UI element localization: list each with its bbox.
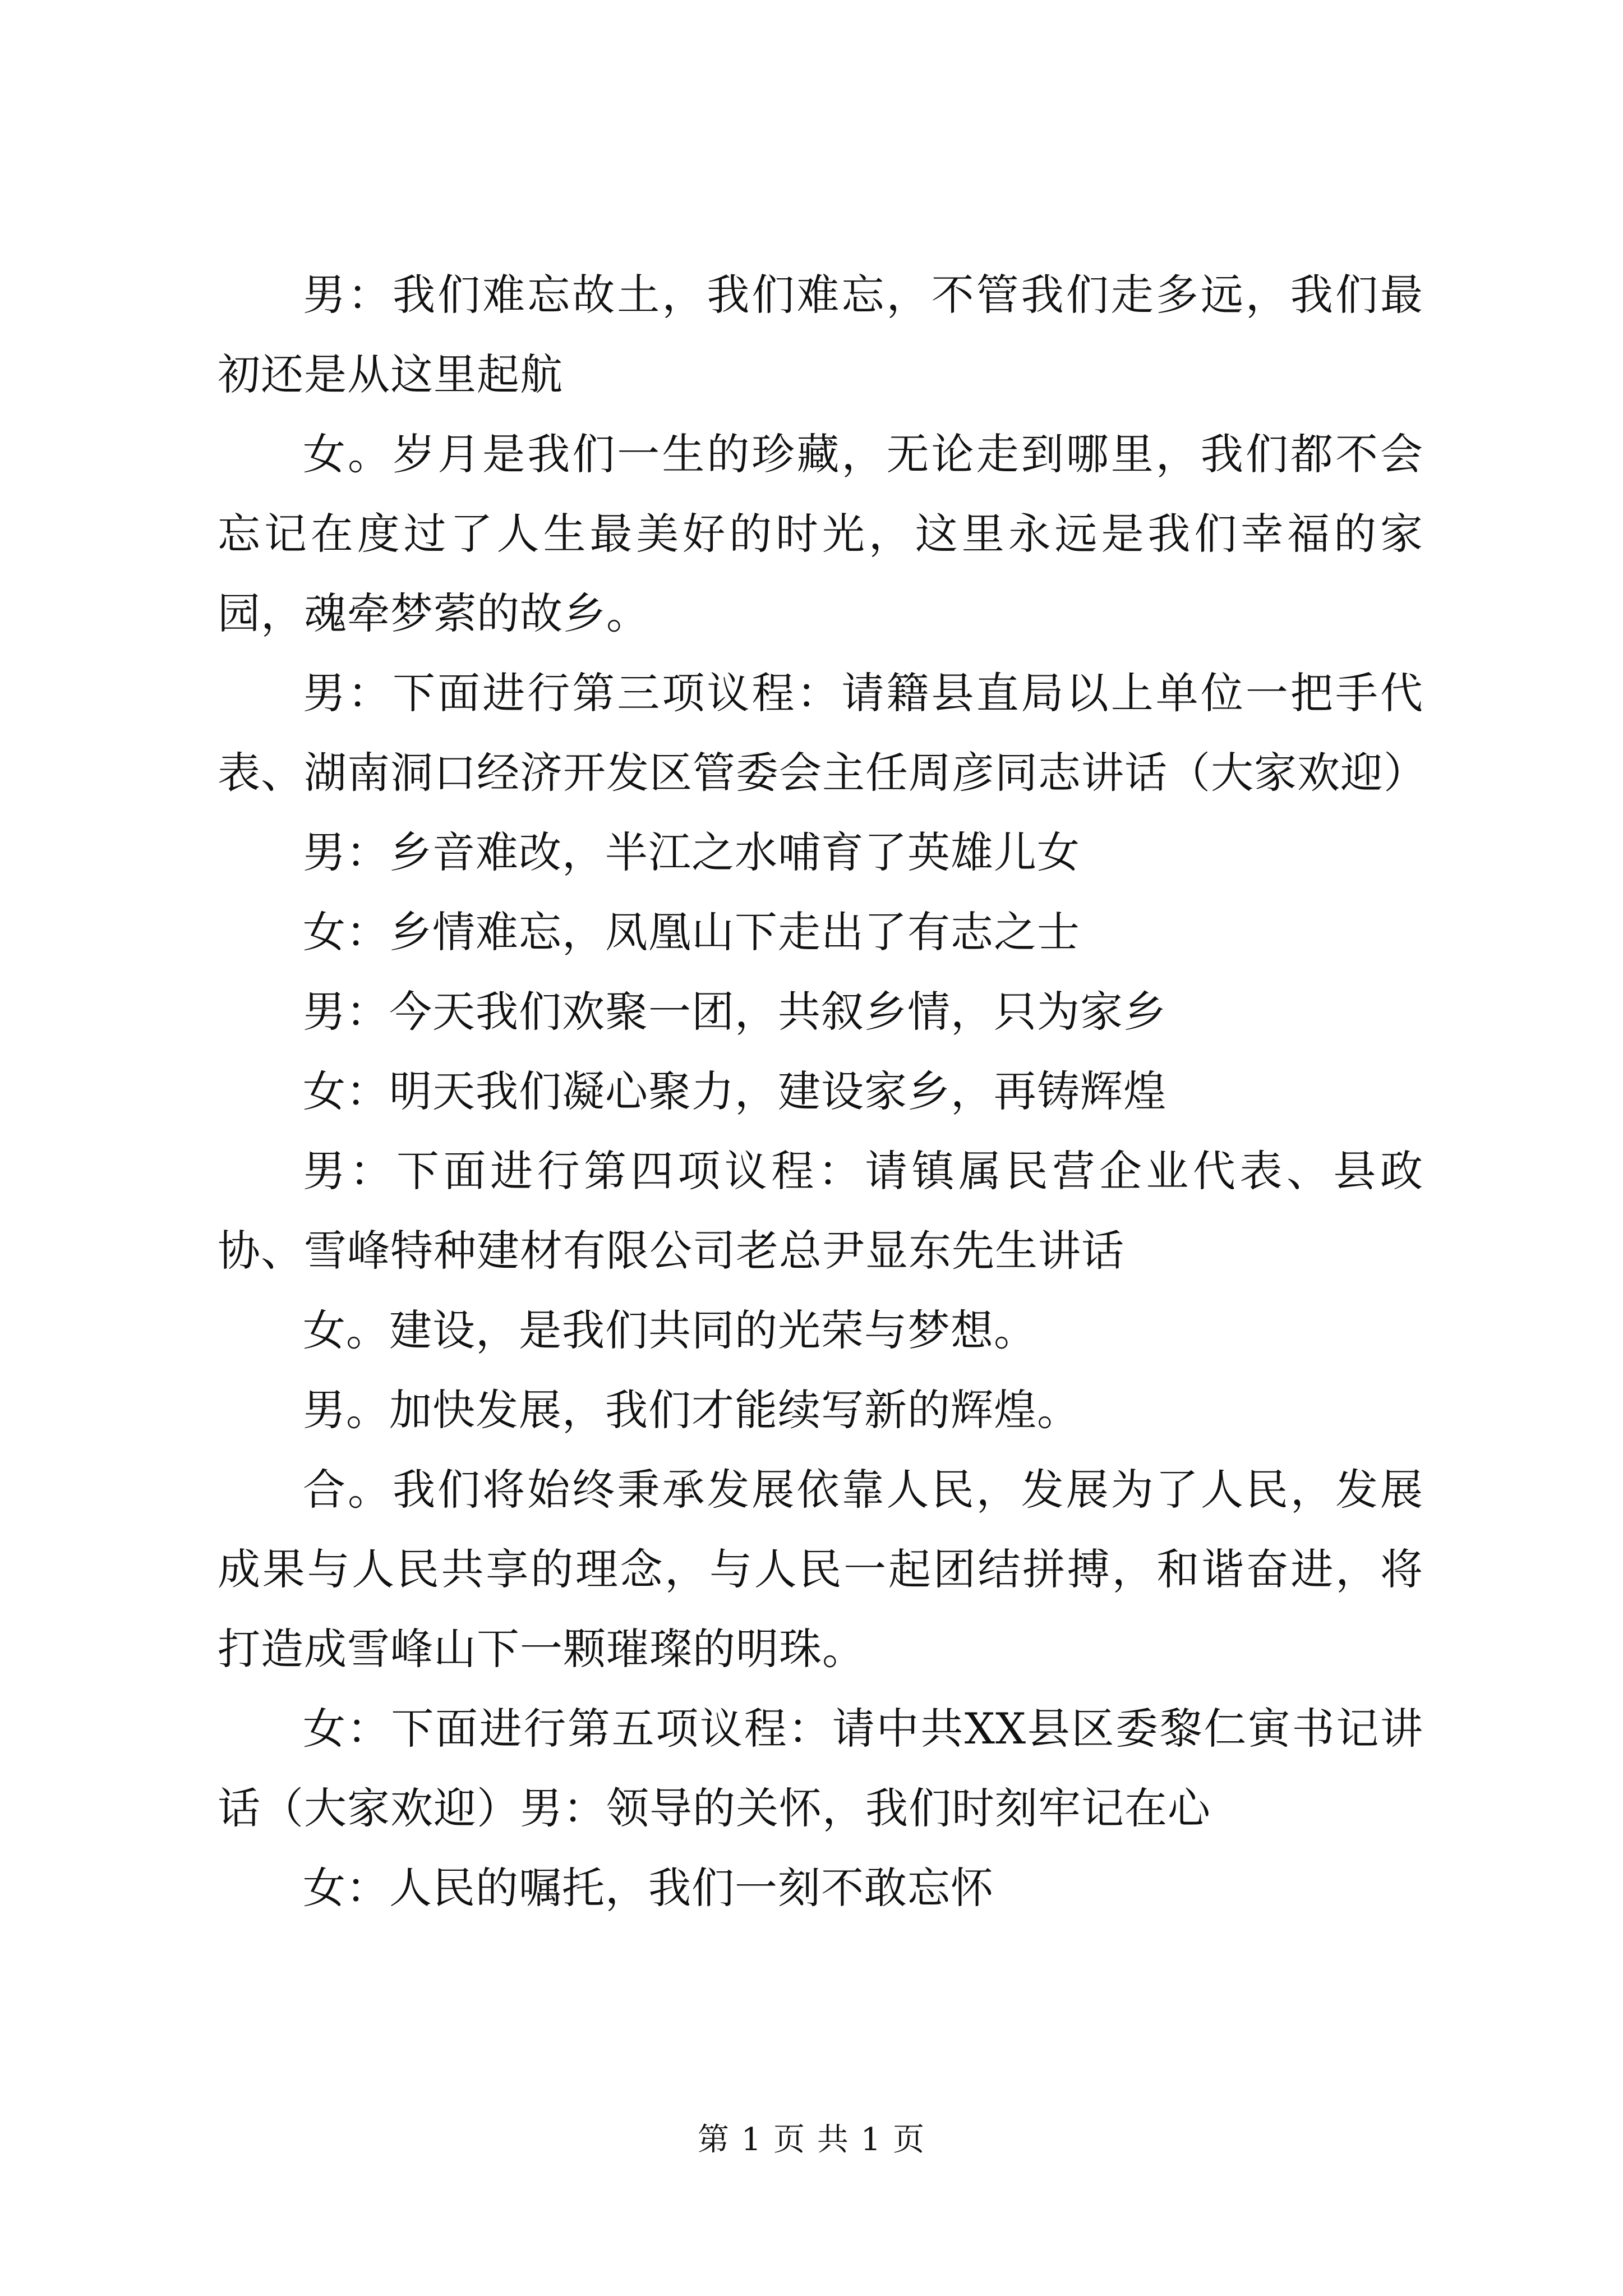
- paragraph-8: 男：下面进行第四项议程：请镇属民营企业代表、县政协、雪峰特种建材有限公司老总尹显东先生讲话: [218, 1146, 1423, 1276]
- document-body: [218, 255, 1427, 1928]
- paragraph-9: 女。建设，是我们共同的光荣与梦想。: [303, 1305, 1037, 1355]
- paragraph-10: 男。加快发展，我们才能续写新的辉煌。: [303, 1385, 1080, 1435]
- paragraph-2: 女。岁月是我们一生的珍藏，无论走到哪里，我们都不会忘记在度过了人生最美好的时光，这里永远是我们幸福的家园，魂牵梦萦的故乡。: [218, 429, 1423, 638]
- paragraph-4: 男：乡音难改，半江之水哺育了英雄儿女: [303, 827, 1080, 877]
- paragraph-6: 男：今天我们欢聚一团，共叙乡情，只为家乡: [303, 987, 1166, 1037]
- paragraph-13: 女：人民的嘱托，我们一刻不敢忘怀: [303, 1863, 994, 1913]
- paragraph-5: 女：乡情难忘，凤凰山下走出了有志之士: [303, 907, 1080, 957]
- paragraph-12: 女：下面进行第五项议程：请中共XX县区委黎仁寅书记讲话（大家欢迎）男：领导的关怀，我们时刻牢记在心: [218, 1704, 1423, 1833]
- paragraph-7: 女：明天我们凝心聚力，建设家乡，再铸辉煌: [303, 1066, 1166, 1116]
- page-footer: 第 1 页 共 1 页: [697, 2122, 926, 2158]
- paragraph-3: 男：下面进行第三项议程：请籍县直局以上单位一把手代表、湖南洞口经济开发区管委会主任周彦同志讲话（大家欢迎）: [218, 668, 1427, 798]
- paragraph-1: 男：我们难忘故土，我们难忘，不管我们走多远，我们最初还是从这里起航: [218, 270, 1423, 399]
- paragraph-11: 合。我们将始终秉承发展依靠人民，发展为了人民，发展成果与人民共享的理念，与人民一起团结拼搏，和谐奋进，将打造成雪峰山下一颗璀璨的明珠。: [218, 1465, 1423, 1674]
